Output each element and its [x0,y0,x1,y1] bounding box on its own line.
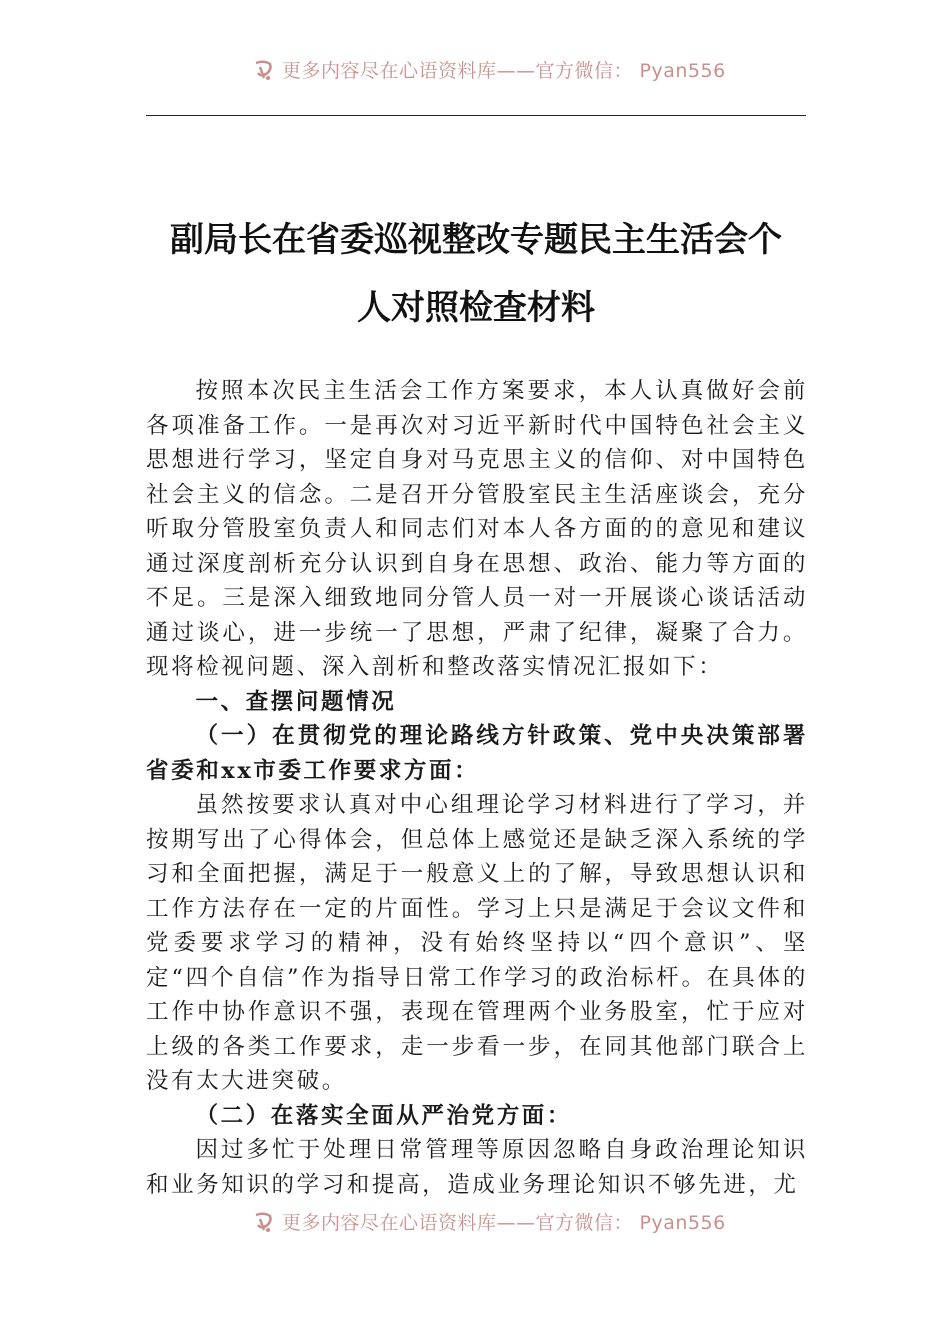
paragraph-section-1: 虽然按要求认真对中心组理论学习材料进行了学习，并按期写出了心得体会，但总体上感觉还是缺乏深入系统的学习和全面把握，满足于一般意义上的了解，导致思想认识和工作方法存在一定的片面性。学习上只是满足于会议文件和党委要求学习的精神，没有始终坚持以“四个意识”、坚定“四个自信”作为指导日常工作学习的政治标杆。在具体的工作中协作意识不强，表现在管理两个业务股室，忙于应对上级的各类工作要求，走一步看一步，在同其他部门联合上没有太大进突破。 [146,792,808,1094]
watermark-text: 更多内容尽在心语资料库——官方微信： Pyan556 [282,60,726,82]
document-title-line-1: 副局长在省委巡视整改专题民主生活会个 [170,220,782,260]
yu-logo-icon [252,58,276,82]
subsection-heading-1: （一）在贯彻党的理论路线方针政策、党中央决策部署省委和xx市委工作要求方面： [146,723,808,784]
section-heading-1: 一、查摆问题情况 [195,688,397,715]
watermark-bottom [0,1204,950,1238]
paragraph-section-2: 因过多忙于处理日常管理等原因忽略自身政治理论知识和业务知识的学习和提高，造成业务理论知识不够先进，尤 [146,1137,808,1198]
paragraph-intro: 按照本次民主生活会工作方案要求，本人认真做好会前各项准备工作。一是再次对习近平新时代中国特色社会主义思想进行学习，坚定自身对马克思主义的信仰、对中国特色社会主义的信念。二是召开分管股室民主生活座谈会，充分听取分管股室负责人和同志们对本人各方面的的意见和建议通过深度剖析充分认识到自身在思想、政治、能力等方面的不足。三是深入细致地同分管人员一对一开展谈心谈话活动通过谈心，进一步统一了思想，严肃了纪律，凝聚了合力。现将检视问题、深入剖析和整改落实情况汇报如下： [146,378,808,680]
watermark-text: 更多内容尽在心语资料库——官方微信： Pyan556 [282,1212,726,1234]
yu-logo-icon [252,1210,276,1234]
document-title-line-2: 人对照检查材料 [357,288,595,328]
subsection-heading-2: （二）在落实全面从严治党方面： [195,1102,573,1129]
document-body [146,374,808,1202]
watermark-top [0,52,950,86]
header-divider [146,115,806,116]
